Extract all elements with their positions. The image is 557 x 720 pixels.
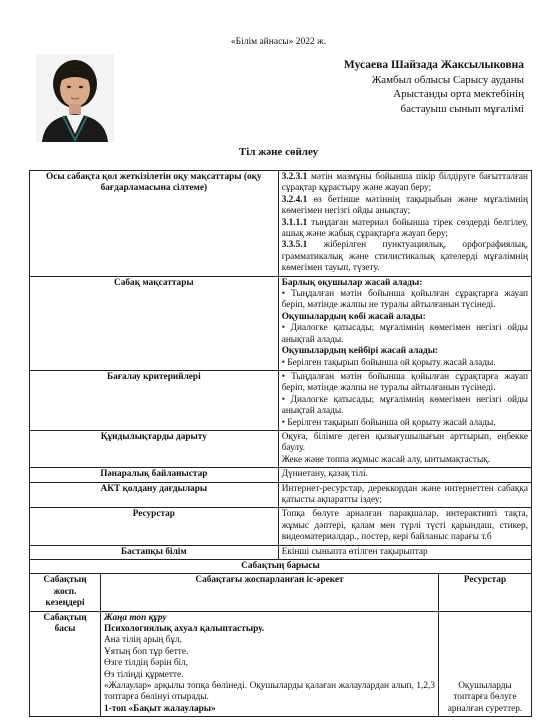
- poem-line: Өзге тілдің бәрін біл,: [104, 658, 189, 669]
- objective-item: [282, 172, 528, 195]
- objective-text: тыңдаған материал бойынша тірек сөздерді белгілеу, ашық және жабық сұрақтарға жауап беру;: [281, 217, 528, 240]
- column-header-stage: Сабақтың жосп. кезеңдері: [30, 574, 101, 611]
- objective-item: [282, 218, 528, 241]
- stage-resources: Оқушыларды топтарға бөлуге арналған суреттер.: [439, 611, 532, 717]
- goals-most-item: • Диалогке қатысады; мұғалімнің көмегімен негізгі ойды анықтай алады.: [281, 323, 528, 345]
- document-title: Тіл және сөйлеу: [238, 146, 319, 158]
- ict-label: АКТ қолдану дағдылары: [30, 482, 279, 508]
- objective-item: [282, 240, 528, 274]
- progress-title: Сабақтың барысы: [30, 560, 532, 574]
- poem-line: Өз тіліңді құрметте.: [104, 669, 184, 680]
- goals-some-title: Оқушылардың кейбірі жасай алады:: [281, 346, 439, 357]
- ict-row: [30, 482, 532, 508]
- objectives-row: [30, 171, 532, 277]
- criteria-item: • Диалогке қатысады; мұғалімнің көмегімен негізгі ойды анықтай алады.: [281, 394, 528, 417]
- poem-line: Ұятың боп тұр бетте.: [104, 646, 189, 657]
- values-line: Жеке және топпа жұмыс жасай алу, ынтымақтастық.: [281, 454, 491, 465]
- objectives-content: [278, 171, 531, 277]
- lesson-goals-label: Сабақ мақсаттары: [30, 276, 279, 370]
- goals-all-title: Барлық оқушылар жасай алады:: [281, 277, 423, 288]
- resources-row: [30, 508, 532, 545]
- prior-knowledge-content: Екінші сыныпта өтілген тақырыптар: [278, 545, 531, 559]
- group-one-title: 1-топ «Бақыт жалаулары»: [104, 703, 216, 714]
- resources-label: Ресурстар: [30, 508, 279, 545]
- author-portrait-image: [36, 54, 114, 142]
- prior-knowledge-label: Бастапқы білім: [30, 545, 279, 559]
- author-line: Арыстанды орта мектебінің: [393, 88, 524, 100]
- objective-text: өз бетінше мәтіннің тақырыбын және мұғалімнің көмегімен негізгі ойды анықтау;: [281, 194, 528, 217]
- objective-code: 3.1.1.1: [281, 217, 308, 228]
- lesson-goals-row: [30, 276, 532, 370]
- ict-content: Интернет-ресурстар, дереккордан және интернеттен сабаққа қатысты ақпаратты іздеу;: [278, 482, 531, 508]
- author-photo: [36, 54, 114, 142]
- values-content: [278, 430, 531, 467]
- criteria-row: [30, 370, 532, 430]
- grouping-text: «Жалаулар» арқылы топқа бөлінеді. Оқушыларды қалаған жалаулардан алып, 1,2,3 топтарға бөлінуі отырады.: [104, 681, 435, 703]
- publication-line: «Білім айнасы» 2022 ж.: [230, 37, 327, 47]
- author-block: [344, 58, 524, 116]
- crosscurricular-row: [30, 468, 532, 482]
- objective-item: [282, 195, 528, 218]
- objective-code: 3.3.5.1: [281, 240, 308, 251]
- criteria-content: [278, 370, 531, 430]
- crosscurricular-label: Пәнаралық байланыстар: [30, 468, 279, 482]
- activity-title: Жаңа топ құру: [104, 612, 167, 623]
- progress-title-row: [30, 560, 532, 574]
- author-line: Жамбыл облысы Сарысу ауданы: [371, 73, 524, 86]
- objective-text: жіберілген пунктуациялық, орфографиялық, грамматикалық және стилистикалық қателерді мұғалімнің көмегімен тауып, түзету.: [281, 240, 528, 274]
- activity-subtitle: Психологиялық ахуал қалыптастыру.: [104, 624, 265, 635]
- stage-label: Сабақтың басы: [30, 611, 101, 717]
- poem-line: Ана тілің арың бұл,: [104, 635, 182, 646]
- resources-content: Топқа бөлуге арналған парақшалар, интерактивті тақта, жұмыс дәптері, қалам мен түрлі түсті қарындаш, стикер, видеоматериалдар., постер, кері байланыс парағы т.б: [278, 508, 531, 545]
- values-label: Құндылықтарды дарыту: [30, 430, 279, 467]
- stage-activity: [101, 611, 439, 717]
- objective-code: 3.2.3.1: [281, 172, 308, 182]
- lesson-plan-table: [29, 170, 532, 717]
- crosscurricular-content: Дүниетану, қазақ тілі.: [278, 468, 531, 482]
- progress-stage-row: [30, 611, 532, 717]
- prior-knowledge-row: [30, 545, 532, 559]
- author-line: бастауыш сынып мұғалімі: [400, 102, 524, 115]
- criteria-label: Бағалау критерийлері: [30, 370, 279, 430]
- values-line: Оқуға, білімге деген қызығушылығын арттырып, еңбекке баулу.: [281, 431, 528, 454]
- goals-some-item: • Берілген тақырып бойынша ой қорыту жасай алады.: [281, 357, 496, 368]
- values-row: [30, 430, 532, 467]
- objectives-label: Осы сабақта қол жеткізілетін оқу мақсаттары (оқу бағдарламасына сілтеме): [30, 171, 279, 277]
- goals-all-item: • Тыңдалған мәтін бойынша қойылған сұрақтарға жауап беріп, мәтінде жалпы не туралы айтылғанын түсінеді.: [281, 289, 528, 311]
- author-name: Мусаева Шайзада Жаксылыковна: [343, 59, 524, 71]
- criteria-item: • Берілген тақырып бойынша ой қорыту жасай алады.: [281, 417, 496, 428]
- objective-code: 3.2.4.1: [281, 194, 308, 205]
- criteria-item: • Тыңдалған мәтін бойынша қойылған сұрақтарға жауап беріп, мәтінде жалпы не туралы айтылғанын түсінеді.: [281, 371, 528, 394]
- column-header-resources: Ресурстар: [439, 574, 532, 611]
- column-header-activity: Сабақтағы жоспарланған іс-әрекет: [101, 574, 439, 611]
- objective-text: мәтін мазмұны бойынша пікір білдіруге бағытталған сұрақтар құрастыру және жауап беру;: [281, 172, 528, 194]
- lesson-goals-content: [278, 276, 531, 370]
- goals-most-title: Оқушылардың көбі жасай алады:: [281, 311, 426, 322]
- progress-header-row: [30, 574, 532, 611]
